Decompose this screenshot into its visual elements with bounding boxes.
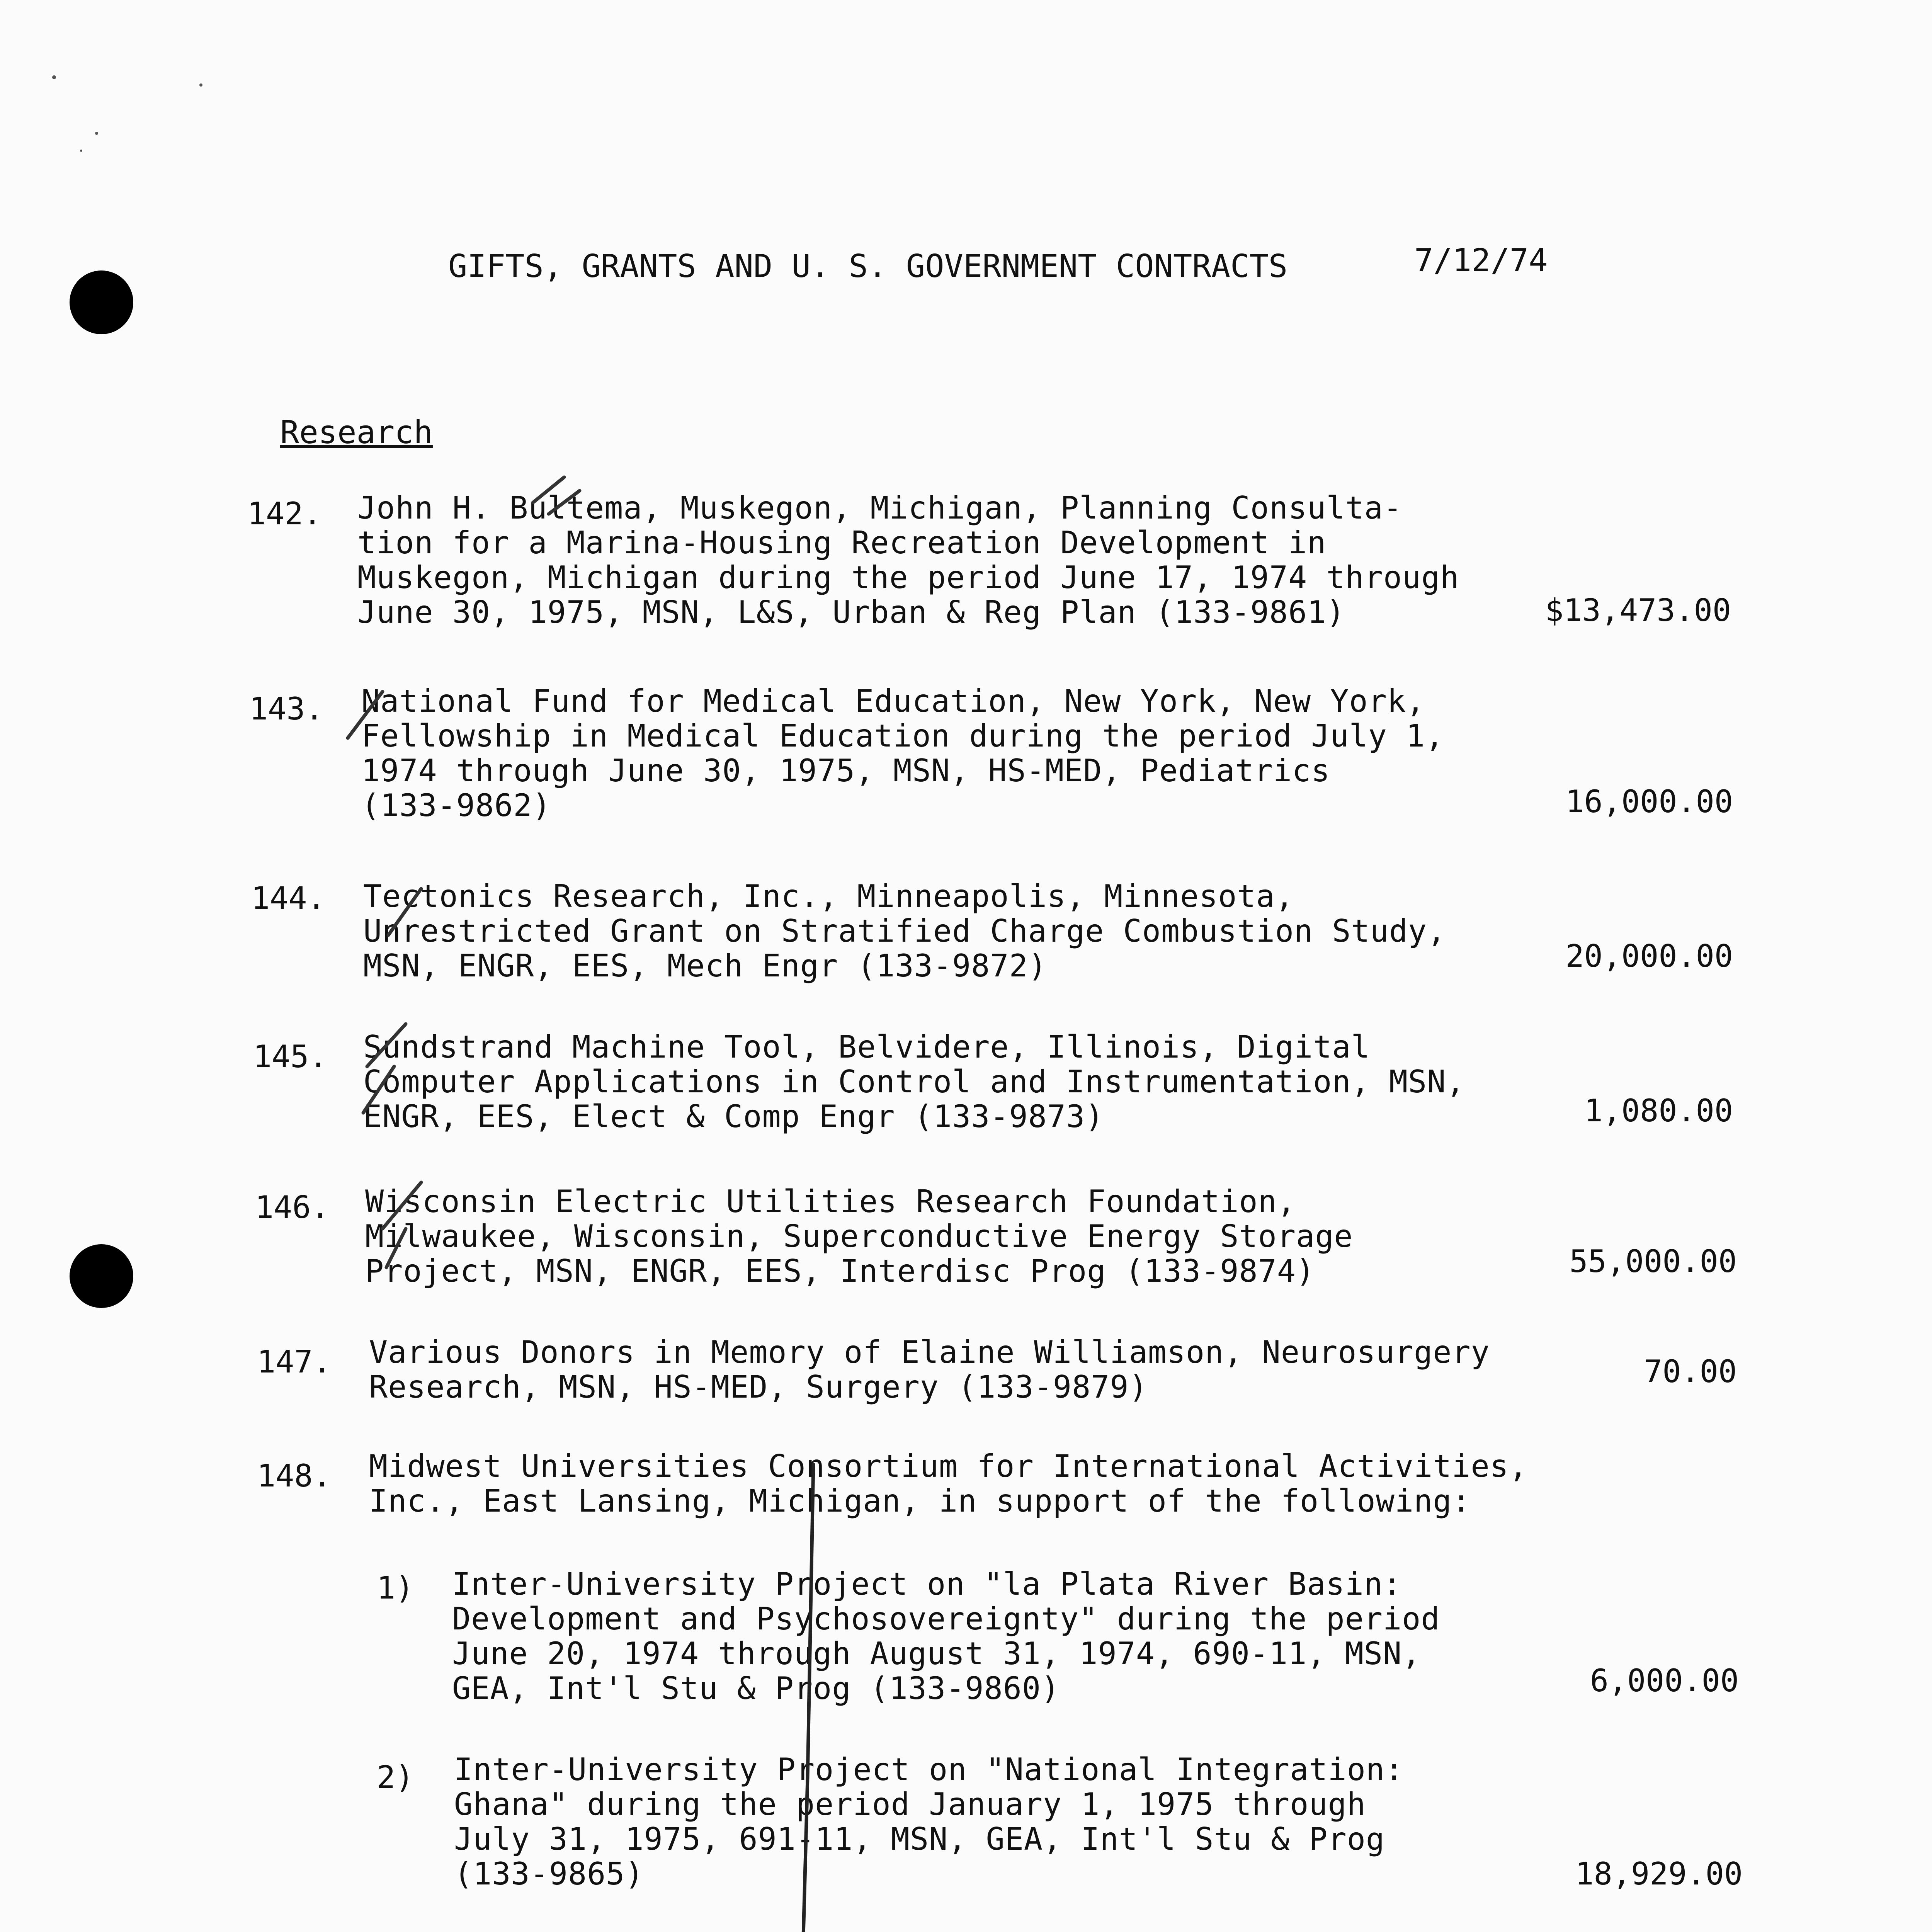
entry-amount: 16,000.00 — [1565, 784, 1733, 820]
entry-number: 144. — [251, 880, 326, 916]
subentry-line: (133-9865) — [454, 1856, 644, 1892]
section-heading: Research — [280, 414, 433, 451]
entry-line: Research, MSN, HS-MED, Surgery (133-9879) — [369, 1369, 1148, 1405]
binder-hole-top — [70, 270, 133, 334]
entry-line: Tectonics Research, Inc., Minneapolis, Minnesota, — [363, 878, 1294, 914]
entry-line: 1974 through June 30, 1975, MSN, HS-MED, Pediatrics — [361, 753, 1330, 789]
entry-line: Various Donors in Memory of Elaine Williamson, Neurosurgery — [369, 1334, 1490, 1370]
entry-line: tion for a Marina-Housing Recreation Development in — [357, 525, 1327, 561]
entry-line: Project, MSN, ENGR, EES, Interdisc Prog (133-9874) — [365, 1253, 1315, 1289]
entry-amount: 20,000.00 — [1565, 938, 1733, 974]
subentry-line: Inter-University Project on "la Plata River Basin: — [452, 1566, 1402, 1602]
subentry-line: June 20, 1974 through August 31, 1974, 690-11, MSN, — [452, 1636, 1421, 1672]
subentry-line: GEA, Int'l Stu & Prog (133-9860) — [452, 1670, 1060, 1706]
entry-line: ENGR, EES, Elect & Comp Engr (133-9873) — [363, 1099, 1104, 1134]
subentry-line: Inter-University Project on "National Integration: — [454, 1752, 1404, 1787]
subentry-number: 1) — [377, 1570, 414, 1606]
entry-line: Sundstrand Machine Tool, Belvidere, Illinois, Digital — [363, 1029, 1370, 1065]
entry-number: 148. — [257, 1458, 332, 1494]
entry-amount: 55,000.00 — [1569, 1243, 1737, 1279]
document-date: 7/12/74 — [1414, 242, 1548, 279]
entry-amount: 70.00 — [1644, 1354, 1737, 1389]
subentry-line: Ghana" during the period January 1, 1975 through — [454, 1786, 1366, 1822]
entry-amount: $13,473.00 — [1545, 592, 1731, 628]
entry-line: June 30, 1975, MSN, L&S, Urban & Reg Plan (133-9861) — [357, 594, 1345, 630]
subentry-number: 2) — [377, 1759, 414, 1795]
entry-number: 142. — [247, 496, 322, 532]
entry-number: 145. — [253, 1039, 328, 1075]
entry-line: Milwaukee, Wisconsin, Superconductive Energy Storage — [365, 1218, 1353, 1254]
entry-line: Muskegon, Michigan during the period June 17, 1974 through — [357, 560, 1459, 595]
speck-marks-icon — [52, 75, 202, 152]
entry-line: National Fund for Medical Education, New York, New York, — [361, 683, 1425, 719]
entry-number: 143. — [249, 691, 324, 727]
entry-line: Fellowship in Medical Education during the period July 1, — [361, 718, 1444, 754]
entry-number: 147. — [257, 1344, 332, 1380]
entry-line: John H. Bultema, Muskegon, Michigan, Planning Consulta- — [357, 490, 1403, 526]
entry-line: (133-9862) — [361, 787, 551, 823]
entry-number: 146. — [255, 1189, 330, 1225]
document-title: GIFTS, GRANTS AND U. S. GOVERNMENT CONTRACTS — [448, 248, 1288, 285]
entry-line: Midwest Universities Consortium for International Activities, — [369, 1448, 1528, 1484]
subentry-amount: 18,929.00 — [1575, 1856, 1743, 1892]
binder-hole-middle — [70, 1244, 133, 1308]
subentry-line: Development and Psychosovereignty" during the period — [452, 1601, 1440, 1637]
entry-line: MSN, ENGR, EES, Mech Engr (133-9872) — [363, 948, 1047, 984]
entry-line: Wisconsin Electric Utilities Research Foundation, — [365, 1184, 1296, 1219]
entry-line: Unrestricted Grant on Stratified Charge Combustion Study, — [363, 913, 1446, 949]
entry-line: Computer Applications in Control and Instrumentation, MSN, — [363, 1064, 1465, 1100]
subentry-line: July 31, 1975, 691-11, MSN, GEA, Int'l Stu & Prog — [454, 1821, 1385, 1857]
entry-amount: 1,080.00 — [1584, 1093, 1733, 1129]
entry-line: Inc., East Lansing, Michigan, in support of the following: — [369, 1483, 1471, 1519]
subentry-amount: 6,000.00 — [1590, 1663, 1739, 1699]
